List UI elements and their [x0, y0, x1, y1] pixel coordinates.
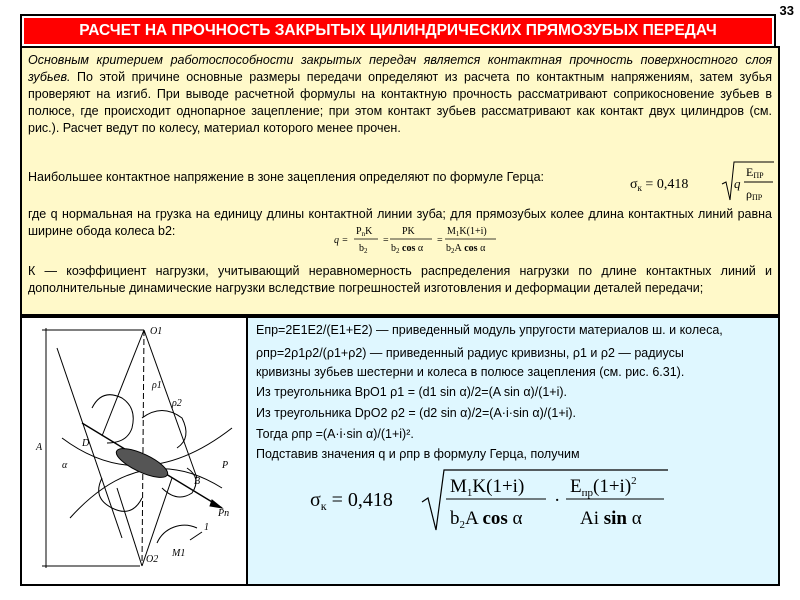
label-alpha: α [62, 460, 68, 471]
svg-text:=: = [383, 235, 389, 246]
gear-tooth-3 [99, 478, 142, 511]
label-o1: O1 [150, 326, 163, 337]
title-frame [20, 14, 776, 48]
line-rho-cont: кривизны зубьев шестерни и колеса в полюсе зацепления (см. рис. 6.31). [256, 365, 685, 379]
radius-line-4 [142, 478, 172, 566]
label-rho1: ρ1 [152, 380, 162, 391]
q-c-den: $b_2A$ cos α [446, 243, 486, 255]
q-lhs: q = [334, 235, 349, 246]
intro-rest: По этой причине основные размеры передачи определяют из расчета по контактным напряжениям, затем зубья проверяют на изгиб. При выводе расчетной формулы на контактную прочность рассматривают соприкосновение зубьев в полюсе, где происходит однопарное зацепление; при этом контакт зубьев рассматривают как контакт двух цилиндров (см. рис.). Расчет ведут по колесу, материал которого менее прочен. [28, 70, 772, 135]
line-rho2: Из треугольника DpO2 ρ2 = (d2 sin α)/2=(A·i·sin α)/(1+i). [256, 406, 577, 420]
gear-tooth-1 [92, 395, 133, 443]
hertz-den: ρПР [746, 187, 763, 202]
hertz-formula [628, 158, 776, 206]
q-a-den: $b_2$ [359, 243, 368, 255]
q-a-num: $P_nK$ [356, 226, 373, 238]
page-title: РАСЧЕТ НА ПРОЧНОСТЬ ЗАКРЫТЫХ ЦИЛИНДРИЧЕСКИХ ПРЯМОЗУБЫХ ПЕРЕДАЧ [24, 18, 772, 44]
final-f2-den: Ai sin α [580, 508, 642, 529]
svg-text:=: = [437, 235, 443, 246]
label-rho2: ρ2 [172, 398, 182, 409]
label-p: P [222, 460, 229, 471]
final-f2-num: $E_{пр}(1+i)^2$ [570, 475, 637, 499]
leader-1 [190, 532, 202, 540]
hertz-lhs: $\sigma_к = 0,418$ [630, 177, 689, 193]
q-b-num: PK [402, 226, 415, 237]
radius-line-3 [117, 488, 142, 566]
final-f1-den: $b_2A$ cos α [450, 508, 523, 531]
line-epr: Eпр=2E1E2/(E1+E2) — приведенный модуль упругости материалов ш. и колеса, [256, 323, 723, 337]
slide-number: 33 [779, 3, 794, 18]
gear-mesh-figure [22, 318, 246, 584]
moment-arc [157, 525, 197, 543]
hertz-num: EПР [746, 165, 764, 180]
criterion-sentence: Основным критерием работоспособности закрытых передач является контактная прочность поверхностного слоя зубьев. [28, 53, 772, 84]
q-formula [332, 220, 532, 260]
label-m1: M1 [172, 548, 186, 559]
line-rho-pr: Тогда ρпр =(A·i·sin α)/(1+i)². [256, 427, 414, 441]
q-c-num: $M_1K(1+i)$ [447, 226, 487, 238]
label-a: A [36, 442, 43, 453]
hertz-q: q [734, 176, 741, 191]
final-formula [308, 466, 728, 536]
label-one: 1 [204, 522, 209, 533]
intro-panel [20, 46, 780, 316]
gear-figure-panel [20, 316, 248, 586]
center-line [142, 330, 144, 566]
radius-line-2 [144, 330, 197, 478]
svg-text:σк = 0,418: $\sigma_к = 0,418$ [310, 489, 393, 513]
intro-paragraph [28, 52, 772, 137]
svg-text:·: · [554, 490, 561, 511]
label-d: D [82, 438, 90, 449]
line-rho: ρпр=2ρ1ρ2/(ρ1+ρ2) — приведенный радиус кривизны, ρ1 и ρ2 — радиусы [256, 346, 684, 360]
q-b-den: $b_2$ cos α [391, 243, 424, 255]
line-substitute: Подставив значения q и ρпр в формулу Герца, получим [256, 447, 580, 461]
radius-line-1 [102, 330, 144, 436]
label-o2: O2 [146, 554, 159, 565]
k-definition: К — коэффициент нагрузки, учитывающий неравномерность распределения нагрузки по длине контактных линий и дополнительные динамические нагрузки вследствие погрешностей изготовления и деформации деталей передачи; [28, 264, 772, 295]
derivation-panel [246, 316, 780, 586]
final-f1-num: $M_1K(1+i)$ [450, 476, 525, 499]
label-b: B [194, 476, 201, 487]
hertz-sentence: Наибольшее контактное напряжение в зоне зацепления определяют по формуле Герца: [28, 170, 545, 184]
line-rho1: Из треугольника BpO1 ρ1 = (d1 sin α)/2=(A sin α)/(1+i). [256, 385, 568, 399]
q-definition-text: где q нормальная на грузка на единицу длины контактной линии зуба; для прямозубых колее длина контактных линий равна ширине обода колеса b2: [28, 207, 772, 238]
label-pn: Pn [218, 508, 230, 519]
